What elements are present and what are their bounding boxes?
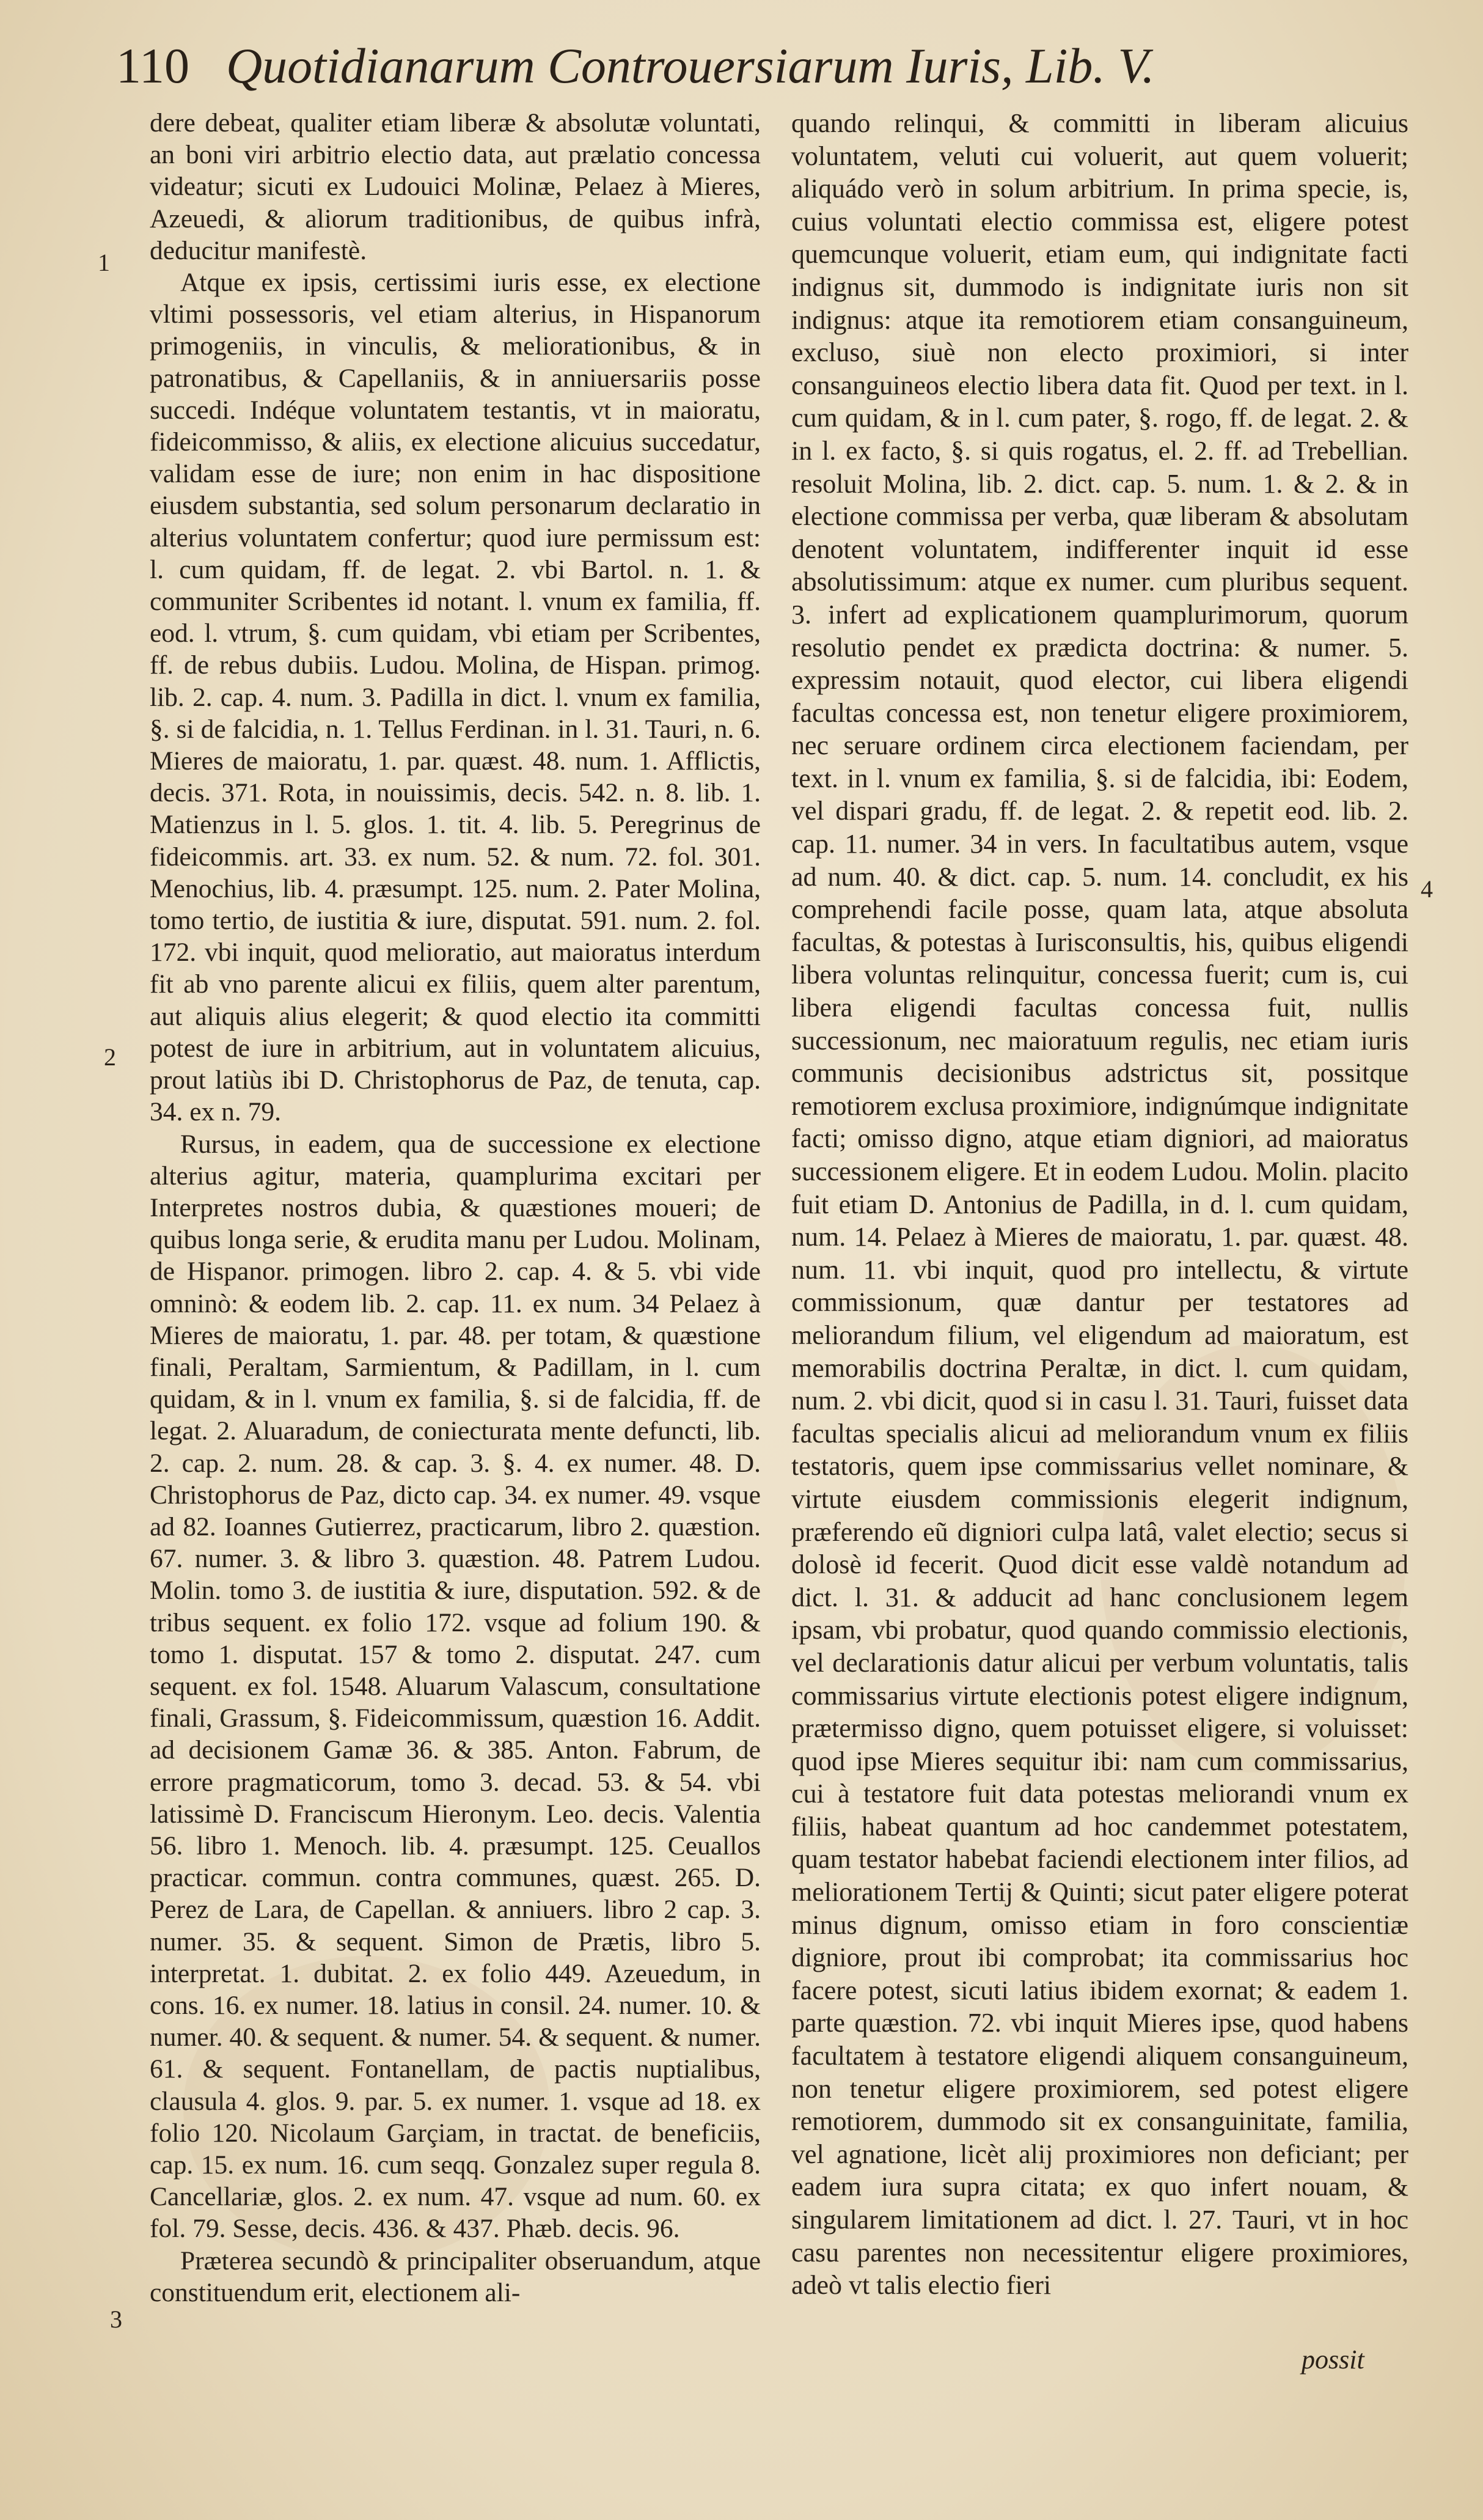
paragraph-number-1: 1 xyxy=(98,249,110,276)
catchword: possit xyxy=(1302,2345,1364,2375)
paragraph-2: Rursus, in eadem, qua de successione ex electione alterius agitur, materia, quamplurima excitari per Interpretes nostros dubia, & quæstiones moueri; de quibus longa serie, & erudita manu per Ludou. Molinam, de Hispanor. primogen. libro 2. cap. 4. & 5. vbi vide omninò: & eodem lib. 2. cap. 11. ex num. 34 Pelaez à Mieres de maioratu, 1. par. 48. per totam, & quæstione finali, Peraltam, Sarmientum, & Padillam, in l. cum quidam, & in l. vnum ex familia, §. si de falcidia, ff. de legat. 2. Aluaradum, de coniecturata mente defuncti, lib. 2. cap. 2. num. 28. & cap. 3. §. 4. ex numer. 48. D. Christophorus de Paz, dicto cap. 34. ex numer. 49. vsque ad 82. Ioannes Gutierrez, practicarum, libro 2. quæstion. 67. numer. 3. & libro 3. quæstion. 48. Patrem Ludou. Molin. tomo 3. de iustitia & iure, disputation. 592. & de tribus sequent. ex folio 172. vsque ad folium 190. & tomo 1. disputat. 157 & tomo 2. disputat. 247. cum sequent. ex fol. 1548. Aluarum Valascum, consultatione finali, Grassum, §. Fideicommissum, quæstion 16. Addit. ad decisionem Gamæ 36. & 385. Anton. Fabrum, de errore pragmaticorum, tomo 3. decad. 53. & 54. vbi latissimè D. Franciscum Hieronym. Leo. decis. Valentia 56. libro 1. Menoch. lib. 4. præsumpt. 125. Ceuallos practicar. commun. contra communes, quæst. 265. D. Perez de Lara, de Capellan. & anniuers. libro 2 cap. 3. numer. 35. & sequent. Simon de Prætis, libro 5. interpretat. 1. dubitat. 2. ex folio 449. Azeuedum, in cons. 16. ex numer. 18. latius in consil. 24. numer. 10. & numer. 40. & sequent. & numer. 54. & sequent. & numer. 61. & sequent. Fontanellam, de pactis nuptialibus, clausula 4. glos. 9. par. 5. ex numer. 1. vsque ad 18. ex folio 120. Nicolaum Garçiam, in tractat. de beneficiis, cap. 15. ex num. 16. cum seqq. Gonzalez super regula 8. Cancellariæ, glos. 2. ex num. 47. vsque ad num. 60. ex fol. 79. Sesse, decis. 436. & 437. Phæb. decis. 96. xyxy=(150,1129,761,2244)
paragraph-number-2: 2 xyxy=(104,1043,116,1071)
paragraph-number-3: 3 xyxy=(110,2305,122,2333)
paragraph-3: Præterea secundò & principaliter obseruandum, atque constituendum erit, electionem ali- xyxy=(150,2246,761,2307)
running-title: Quotidianarum Controuersiarum Iuris, Lib. V. xyxy=(225,38,1155,94)
page-header xyxy=(116,35,1412,97)
left-column xyxy=(150,107,761,2309)
paragraph-intro: dere debeat, qualiter etiam liberæ & absolutæ voluntati, an boni viri arbitrio electio data, aut prælatio concessa videatur; sicuti ex Ludouici Molinæ, Pelaez à Mieres, Azeuedi, & aliorum traditionibus, de quibus infrà, deducitur manifestè. xyxy=(150,108,761,265)
paragraph-1: Atque ex ipsis, certissimi iuris esse, ex electione vltimi possessoris, vel etiam alterius, in Hispanorum primogeniis, in vinculis, & meliorationibus, & in patronatibus, & Capellaniis, & in anniuersariis posse succedi. Indéque voluntatem testantis, vt in maioratu, fideicommisso, & aliis, ex electione alicuius succedatur, validam esse de iure; non enim in hac dispositione eiusdem substantia, sed solum personarum declaratio in alterius voluntatem confertur; quod iure permissum est: l. cum quidam, ff. de legat. 2. vbi Bartol. n. 1. & communiter Scribentes id notant. l. vnum ex familia, ff. eod. l. vtrum, §. cum quidam, vbi etiam per Scribentes, ff. de rebus dubiis. Ludou. Molina, de Hispan. primog. lib. 2. cap. 4. num. 3. Padilla in dict. l. vnum ex familia, §. si de falcidia, n. 1. Tellus Ferdinan. in l. 31. Tauri, n. 6. Mieres de maioratu, 1. par. quæst. 48. num. 1. Afflictis, decis. 371. Rota, in nouissimis, decis. 542. n. 8. lib. 1. Matienzus in l. 5. glos. 1. tit. 4. lib. 5. Peregrinus de fideicommis. art. 33. ex num. 52. & num. 72. fol. 301. Menochius, lib. 4. præsumpt. 125. num. 2. Pater Molina, tomo tertio, de iustitia & iure, disputat. 591. num. 2. fol. 172. vbi inquit, quod melioratio, aut maioratus interdum fit ab vno parente alicui ex filiis, quem alter parentum, aut aliquis alius elegerit; & quod electio ita committi potest de iure in arbitrium, aut in voluntatem alicuius, prout latiùs ibi D. Christophorus de Paz, de tenuta, cap. 34. ex n. 79. xyxy=(150,268,761,1127)
marginal-number-4: 4 xyxy=(1421,875,1433,903)
folio-number: 110 xyxy=(116,38,189,94)
right-column xyxy=(791,107,1408,2302)
paragraph-continued: quando relinqui, & committi in liberam alicuius voluntatem, veluti cui voluerit, aut quem voluerit; aliquádo verò in solum arbitrium. In prima specie, is, cuius voluntati electio commissa est, eligere potest quemcunque voluerit, etiam eum, qui indignitate facti indignus sit, dummodo is indignitate iuris non sit indignus: atque ita remotiorem etiam consanguineum, excluso, siuè non electo proximiori, si inter consanguineos electio libera data fit. Quod per text. in l. cum quidam, & in l. cum pater, §. rogo, ff. de legat. 2. & in l. ex facto, §. si quis rogatus, el. 2. ff. ad Trebellian. resoluit Molina, lib. 2. dict. cap. 5. num. 1. & 2. & in electione commissa per verba, quæ liberam & absolutam denotent voluntatem, indifferenter inquit id esse absolutissimum: atque ex numer. cum pluribus sequent. 3. infert ad explicationem quamplurimorum, quorum resolutio pendet ex prædicta doctrina: & numer. 5. expressim notauit, quod elector, cui libera eligendi facultas concessa est, non tenetur eligere proximiorem, nec seruare ordinem circa electionem faciendam, per text. in l. vnum ex familia, §. si de falcidia, ibi: Eodem, vel dispari gradu, ff. de legat. 2. & repetit eod. lib. 2. cap. 11. numer. 34 in vers. In facultatibus autem, vsque ad num. 40. & dict. cap. 5. num. 14. concludit, ex his comprehendi facile posse, quam lata, atque absoluta facultas, & potestas à Iurisconsultis, his, quibus eligendi libera voluntas relinquitur, concessa fuerit; cum is, cui libera eligendi facultas concessa fuit, nullis successionum, nec maioratuum regulis, nec etiam iuris communis decisionibus adstrictus sit, possitque remotiorem exclusa proximiore, indignúmque indignitate facti; omisso digno, atque etiam digniori, ad maioratus successionem eligere. Et in eodem Ludou. Molin. placito fuit etiam D. Antonius de Padilla, in d. l. cum quidam, num. 14. Pelaez à Mieres de maioratu, 1. par. quæst. 48. num. 11. vbi inquit, quod pro intellectu, & virtute commissionum, quæ dantur per testatores ad meliorandum filium, vel eligendum ad maioratum, est memorabilis doctrina Peraltæ, in dict. l. cum quidam, num. 2. vbi dicit, quod si in casu l. 31. Tauri, fuisset data facultas specialis alicui ad meliorandum vnum ex filiis testatoris, quem ipse commissarius vellet nominare, & virtute eiusdem commissionis elegerit indignum, præferendo eũ digniori culpa latâ, valet electio; secus si dolosè id fecerit. Quod dicit esse valdè notandum ad dict. l. 31. & adducit ad hanc conclusionem legem ipsam, vbi probatur, quod quando commissio electionis, vel declarationis datur alicui per verbum voluntatis, talis commissarius virtute electionis potest eligere indignum, prætermisso digno, quem potuisset eligere, si voluisset: quod ipse Mieres sequitur ibi: nam cum commissarius, cui à testatore fuit data potestas meliorandi vnum ex filiis, habeat quantum ad hoc candemmet potestatem, quam testator habebat faciendi electionem inter filios, ad meliorationem Tertij & Quinti; sicut pater eligere poterat minus dignum, omisso etiam in foro conscientiæ digniore, prout ibi comprobat; ita commissarius hoc facere potest, sicuti latius ibidem exornat; & eadem 1. parte quæstion. 72. vbi inquit Mieres ipse, quod habens facultatem à testatore eligendi aliquem consanguineum, non tenetur eligere proximiorem, sed potest eligere remotiorem, dummodo sit ex consanguinitate, familia, vel agnatione, licèt alij proximiores non deficiant; per eadem iura supra citata; ex quo infert nouam, & singularem limitationem ad dict. l. 27. Tauri, vt in hoc casu parentes non necessitentur eligere proximiores, adeò vt talis electio fieri xyxy=(791,108,1408,2301)
